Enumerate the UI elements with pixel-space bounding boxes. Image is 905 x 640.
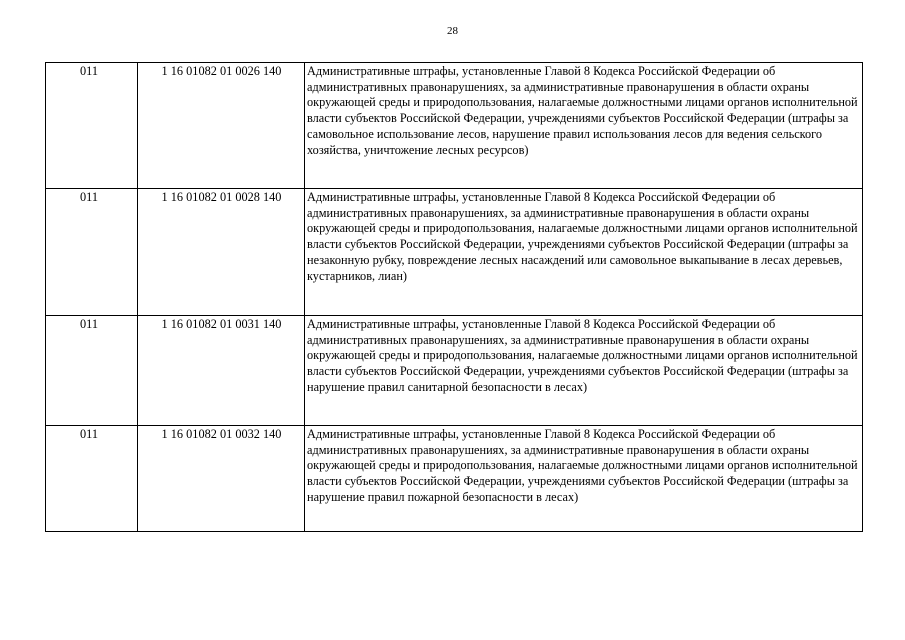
budget-codes-table: [45, 62, 863, 532]
kbk-code-cell: 1 16 01082 01 0031 140: [138, 316, 305, 426]
page-number: 28: [447, 25, 458, 37]
admin-code-cell: 011: [46, 316, 138, 426]
table-row: [46, 63, 863, 189]
table-row: [46, 189, 863, 316]
table-row: [46, 426, 863, 532]
kbk-code-cell: 1 16 01082 01 0026 140: [138, 63, 305, 189]
kbk-code-cell: 1 16 01082 01 0028 140: [138, 189, 305, 316]
admin-code-cell: 011: [46, 189, 138, 316]
description-cell: Административные штрафы, установленные Главой 8 Кодекса Российской Федерации об административных правонарушениях, за административные правонарушения в области охраны окружающей среды и природопользования, налагаемые должностными лицами органов исполнительной власти субъектов Российской Федерации, учреждениями субъектов Российской Федерации (штрафы за незаконную рубку, повреждение лесных насаждений или самовольное выкапывание в лесах деревьев, кустарников, лиан): [305, 189, 863, 316]
kbk-code-cell: 1 16 01082 01 0032 140: [138, 426, 305, 532]
description-cell: Административные штрафы, установленные Главой 8 Кодекса Российской Федерации об административных правонарушениях, за административные правонарушения в области охраны окружающей среды и природопользования, налагаемые должностными лицами органов исполнительной власти субъектов Российской Федерации, учреждениями субъектов Российской Федерации (штрафы за нарушение правил пожарной безопасности в лесах): [305, 426, 863, 532]
admin-code-cell: 011: [46, 63, 138, 189]
description-cell: Административные штрафы, установленные Главой 8 Кодекса Российской Федерации об административных правонарушениях, за административные правонарушения в области охраны окружающей среды и природопользования, налагаемые должностными лицами органов исполнительной власти субъектов Российской Федерации, учреждениями субъектов Российской Федерации (штрафы за нарушение правил санитарной безопасности в лесах): [305, 316, 863, 426]
admin-code-cell: 011: [46, 426, 138, 532]
description-cell: Административные штрафы, установленные Главой 8 Кодекса Российской Федерации об административных правонарушениях, за административные правонарушения в области охраны окружающей среды и природопользования, налагаемые должностными лицами органов исполнительной власти субъектов Российской Федерации, учреждениями субъектов Российской Федерации (штрафы за самовольное использование лесов, нарушение правил использования лесов для ведения сельского хозяйства, уничтожение лесных ресурсов): [305, 63, 863, 189]
table-row: [46, 316, 863, 426]
